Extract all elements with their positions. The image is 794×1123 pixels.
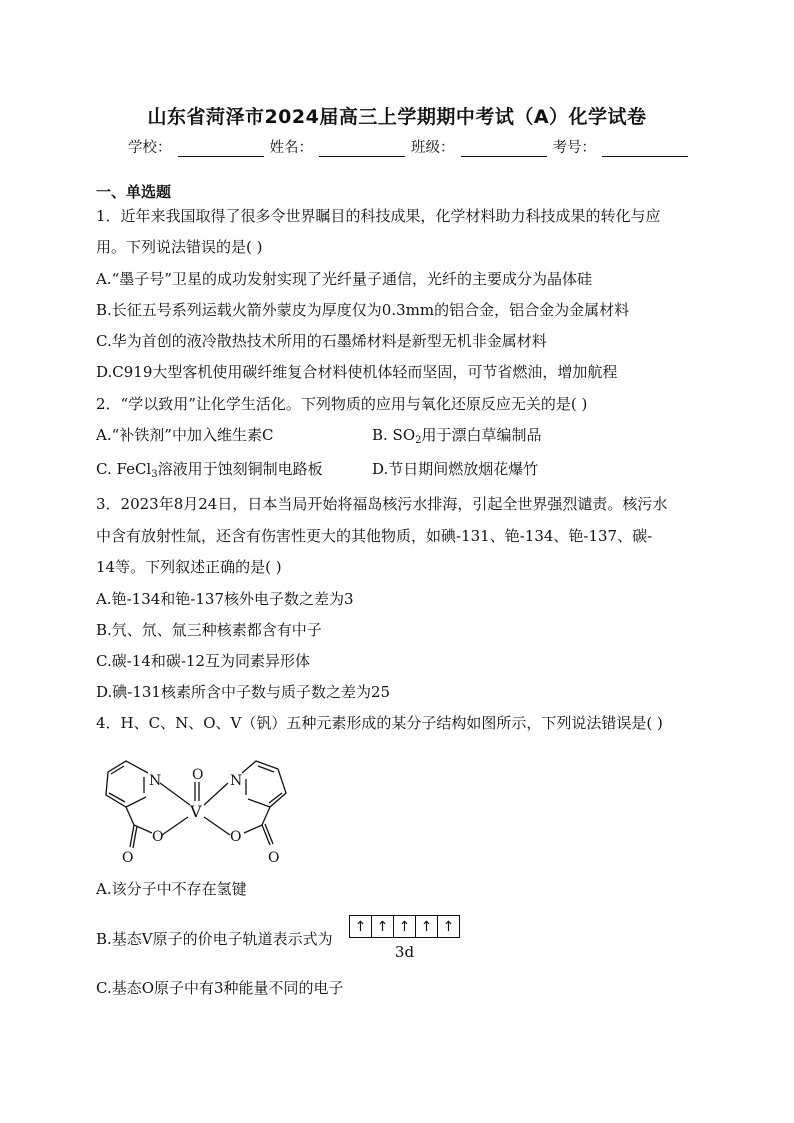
orbital-box-4: ↑ [416,916,438,937]
q3-stem-line3: 14等。下列叙述正确的是( ) [96,558,282,576]
orbital-box-3: ↑ [394,916,416,937]
school-blank[interactable] [178,140,264,157]
n-right-label: N [230,773,243,789]
q2-c-text: 溶液用于蚀刻铜制电路板 [157,460,323,478]
q2-b-subscript: 2 [415,435,422,446]
q2-b-formula: B. SO [372,426,416,444]
q1-option-d: D.C919大型客机使用碳纤维复合材料使机体轻而坚固，可节省燃油，增加航程 [96,363,618,381]
left-pyridine-ring [106,761,190,848]
orbital-box-5: ↑ [442,918,455,935]
o-double-left-label: O [122,850,134,866]
q4-option-a: A.该分子中不存在氢键 [96,880,247,898]
q3-stem-line2: 中含有放射性氚，还含有伤害性更大的其他物质，如碘-131、铯-134、铯-137、碳- [96,527,653,545]
q1-option-b: B.长征五号系列运载火箭外蒙皮为厚度仅为0.3mm的铝合金，铝合金为金属材料 [96,301,630,319]
molecule-structure-figure [96,755,301,867]
section-heading: 一、单选题 [96,183,172,201]
q3-option-c: C.碳-14和碳-12互为同素异形体 [96,652,311,670]
n-left-label: N [149,773,162,789]
q1-option-a: A.“墨子号”卫星的成功发射实现了光纤量子通信，光纤的主要成分为晶体硅 [96,270,592,288]
school-label: 学校： [128,140,172,156]
q2-option-c [96,458,323,480]
q3-stem-line1: 3．2023年8月24日，日本当局开始将福岛核污水排海，引起全世界强烈谴责。核污水 [96,495,668,513]
q4-option-c: C.基态O原子中有3种能量不同的电子 [96,979,344,997]
class-blank[interactable] [461,140,547,157]
o-left-label: O [152,829,164,845]
q2-option-b [372,424,542,446]
q3-option-b: B.氕、氘、氚三种核素都含有中子 [96,621,322,639]
vanadyl-bond [195,782,199,801]
orbital-boxes [349,915,460,938]
q2-c-subscript: 3 [151,469,158,480]
q4-option-b: B.基态V原子的价电子轨道表示式为 [96,930,333,948]
o-top-label: O [192,767,204,783]
q2-b-text: 用于漂白草编制品 [421,426,542,444]
q2-option-a: A.“补铁剂”中加入维生素C [96,426,274,444]
q2-option-d: D.节日期间燃放烟花爆竹 [372,460,539,478]
vanadium-label: V [190,802,202,821]
q1-option-c: C.华为首创的液冷散热技术所用的石墨烯材料是新型无机非金属材料 [96,332,547,350]
q3-option-d: D.碘-131核素所含中子数与质子数之差为25 [96,683,391,701]
q2-stem: 2．“学以致用”让化学生活化。下列物质的应用与氧化还原反应无关的是( ) [96,395,588,413]
name-blank[interactable] [319,140,405,157]
orbital-label-3d: 3d [394,943,415,961]
o-right-label: O [230,829,242,845]
q3-option-a: A.铯-134和铯-137核外电子数之差为3 [96,590,354,608]
orbital-box-1: ↑ [350,916,372,937]
exam-title: 山东省菏泽市2024届高三上学期期中考试（A）化学试卷 [147,106,647,128]
name-label: 姓名： [269,140,313,156]
o-double-right-label: O [268,850,280,866]
orbital-diagram-3d [349,915,460,961]
q4-stem: 4．H、C、N、O、V（钒）五种元素形成的某分子结构如图所示，下列说法错误是( ) [96,714,663,732]
right-pyridine-ring [204,761,286,845]
q1-stem-line1: 1．近年来我国取得了很多令世界瞩目的科技成果，化学材料助力科技成果的转化与应 [96,207,661,225]
exam-number-label: 考号： [552,140,596,156]
student-info-row [128,136,694,157]
q1-stem-line2: 用。下列说法错误的是( ) [96,238,263,256]
orbital-box-2: ↑ [372,916,394,937]
class-label: 班级： [411,140,455,156]
q2-c-formula: C. FeCl [96,460,152,478]
exam-number-blank[interactable] [602,140,688,157]
